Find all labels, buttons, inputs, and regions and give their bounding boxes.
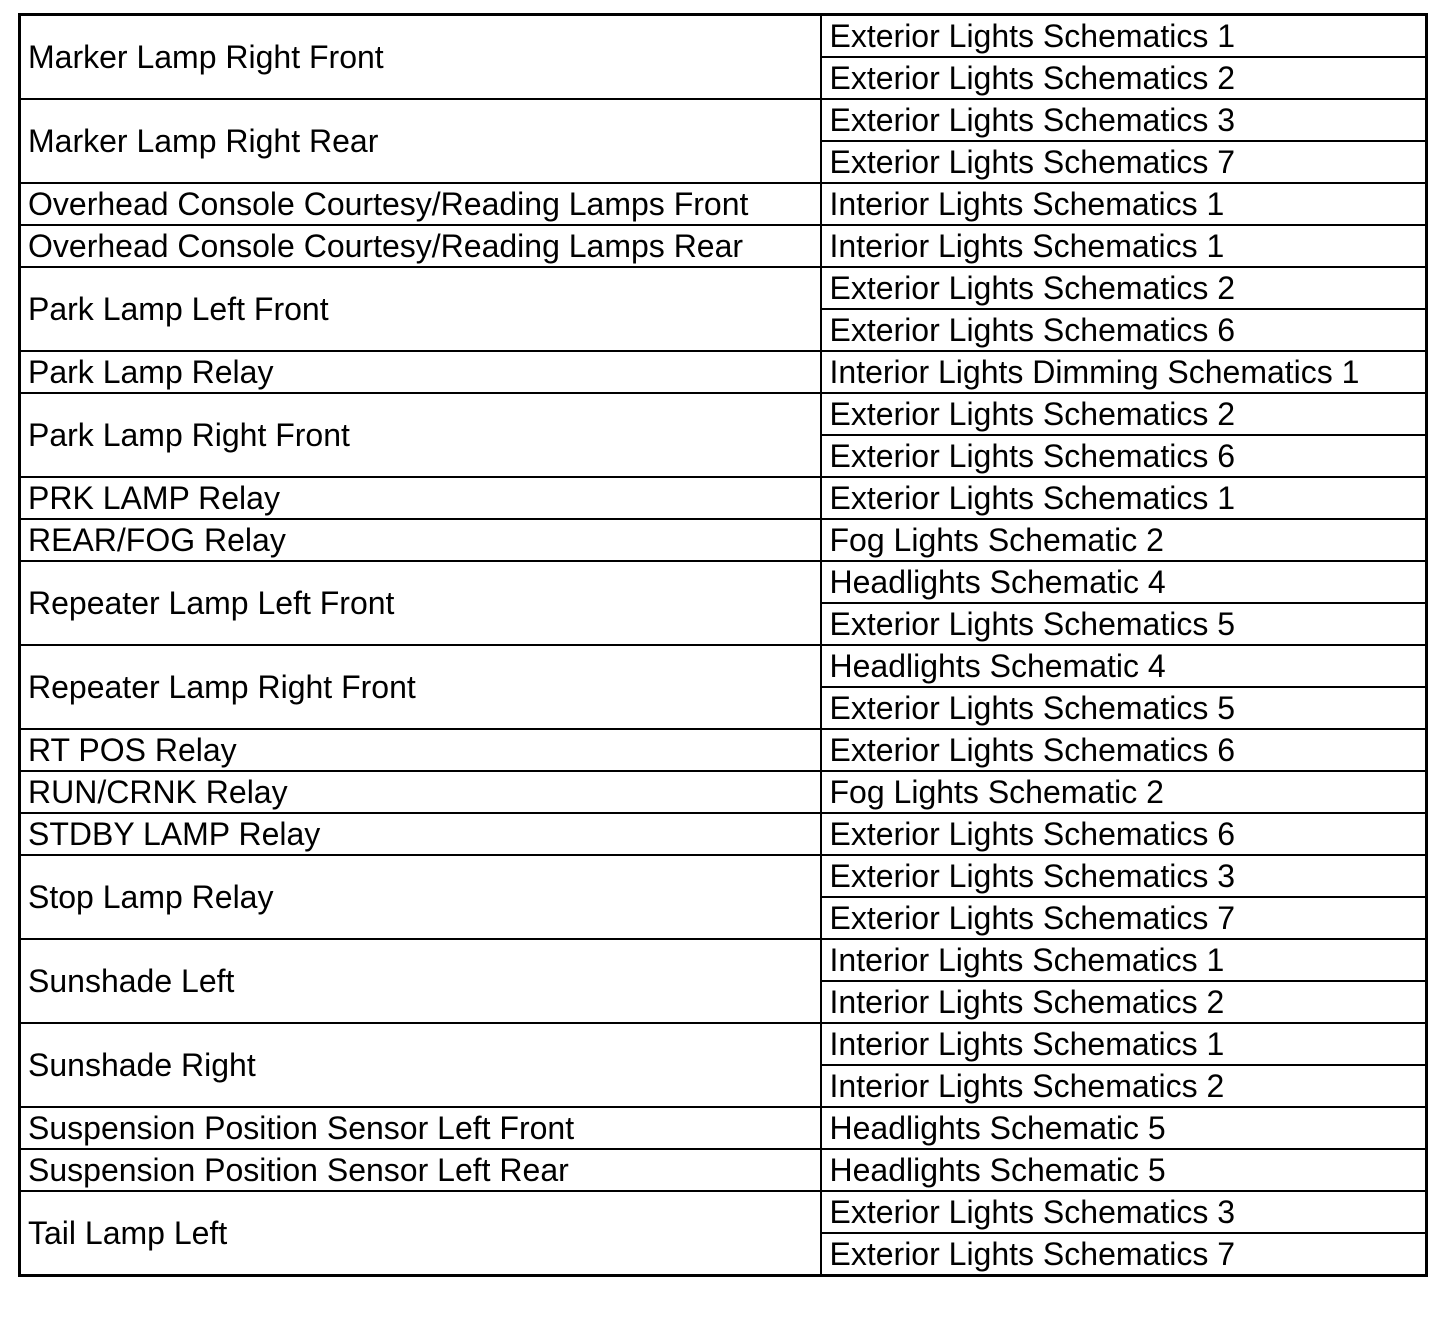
schematic-reference-cell: Exterior Lights Schematics 3 <box>821 855 1427 897</box>
component-name-cell: Overhead Console Courtesy/Reading Lamps Front <box>20 183 821 225</box>
schematic-reference-cell: Interior Lights Schematics 1 <box>821 939 1427 981</box>
component-name-cell: Repeater Lamp Left Front <box>20 561 821 645</box>
table-row <box>20 1107 1427 1149</box>
component-name-cell: Park Lamp Relay <box>20 351 821 393</box>
schematic-reference-cell: Exterior Lights Schematics 2 <box>821 393 1427 435</box>
schematic-reference-cell: Headlights Schematic 5 <box>821 1149 1427 1191</box>
table-row <box>20 225 1427 267</box>
component-reference-table <box>18 13 1428 1277</box>
component-name-cell: RUN/CRNK Relay <box>20 771 821 813</box>
component-name-cell: Overhead Console Courtesy/Reading Lamps Rear <box>20 225 821 267</box>
component-name-cell: Sunshade Left <box>20 939 821 1023</box>
table-row <box>20 1191 1427 1233</box>
table-row <box>20 729 1427 771</box>
component-name-cell: Suspension Position Sensor Left Front <box>20 1107 821 1149</box>
schematic-reference-cell: Exterior Lights Schematics 7 <box>821 141 1427 183</box>
component-name-cell: REAR/FOG Relay <box>20 519 821 561</box>
schematic-reference-cell: Interior Lights Dimming Schematics 1 <box>821 351 1427 393</box>
component-name-cell: Sunshade Right <box>20 1023 821 1107</box>
schematic-reference-cell: Exterior Lights Schematics 6 <box>821 729 1427 771</box>
schematic-reference-cell: Headlights Schematic 4 <box>821 561 1427 603</box>
component-name-cell: Marker Lamp Right Rear <box>20 99 821 183</box>
component-name-cell: Park Lamp Left Front <box>20 267 821 351</box>
schematic-reference-cell: Exterior Lights Schematics 6 <box>821 435 1427 477</box>
component-name-cell: Tail Lamp Left <box>20 1191 821 1276</box>
component-name-cell: Marker Lamp Right Front <box>20 15 821 100</box>
schematic-reference-cell: Interior Lights Schematics 1 <box>821 225 1427 267</box>
schematic-reference-cell: Exterior Lights Schematics 5 <box>821 603 1427 645</box>
table-row <box>20 813 1427 855</box>
table-row <box>20 15 1427 58</box>
schematic-reference-cell: Interior Lights Schematics 1 <box>821 183 1427 225</box>
table-row <box>20 855 1427 897</box>
schematic-reference-cell: Exterior Lights Schematics 3 <box>821 1191 1427 1233</box>
table-body <box>20 15 1427 1276</box>
schematic-reference-cell: Exterior Lights Schematics 1 <box>821 15 1427 58</box>
table-row <box>20 267 1427 309</box>
component-name-cell: Park Lamp Right Front <box>20 393 821 477</box>
schematic-reference-cell: Exterior Lights Schematics 3 <box>821 99 1427 141</box>
table-row <box>20 183 1427 225</box>
schematic-reference-cell: Exterior Lights Schematics 1 <box>821 477 1427 519</box>
schematic-reference-cell: Exterior Lights Schematics 2 <box>821 267 1427 309</box>
schematic-reference-cell: Exterior Lights Schematics 7 <box>821 897 1427 939</box>
schematic-reference-cell: Exterior Lights Schematics 2 <box>821 57 1427 99</box>
schematic-reference-cell: Exterior Lights Schematics 7 <box>821 1233 1427 1276</box>
schematic-reference-cell: Interior Lights Schematics 1 <box>821 1023 1427 1065</box>
table-row <box>20 645 1427 687</box>
schematic-reference-cell: Exterior Lights Schematics 5 <box>821 687 1427 729</box>
schematic-reference-cell: Exterior Lights Schematics 6 <box>821 309 1427 351</box>
table-row <box>20 939 1427 981</box>
table-row <box>20 561 1427 603</box>
component-name-cell: RT POS Relay <box>20 729 821 771</box>
schematic-reference-cell: Exterior Lights Schematics 6 <box>821 813 1427 855</box>
table-row <box>20 351 1427 393</box>
table-row <box>20 477 1427 519</box>
table-row <box>20 393 1427 435</box>
component-name-cell: STDBY LAMP Relay <box>20 813 821 855</box>
component-name-cell: Stop Lamp Relay <box>20 855 821 939</box>
table-row <box>20 519 1427 561</box>
schematic-reference-cell: Interior Lights Schematics 2 <box>821 1065 1427 1107</box>
table-row <box>20 1149 1427 1191</box>
component-name-cell: Repeater Lamp Right Front <box>20 645 821 729</box>
schematic-reference-cell: Fog Lights Schematic 2 <box>821 519 1427 561</box>
schematic-reference-cell: Headlights Schematic 4 <box>821 645 1427 687</box>
schematic-reference-cell: Fog Lights Schematic 2 <box>821 771 1427 813</box>
component-name-cell: PRK LAMP Relay <box>20 477 821 519</box>
schematic-reference-cell: Headlights Schematic 5 <box>821 1107 1427 1149</box>
table-row <box>20 1023 1427 1065</box>
table-row <box>20 771 1427 813</box>
schematic-reference-cell: Interior Lights Schematics 2 <box>821 981 1427 1023</box>
component-name-cell: Suspension Position Sensor Left Rear <box>20 1149 821 1191</box>
table-row <box>20 99 1427 141</box>
